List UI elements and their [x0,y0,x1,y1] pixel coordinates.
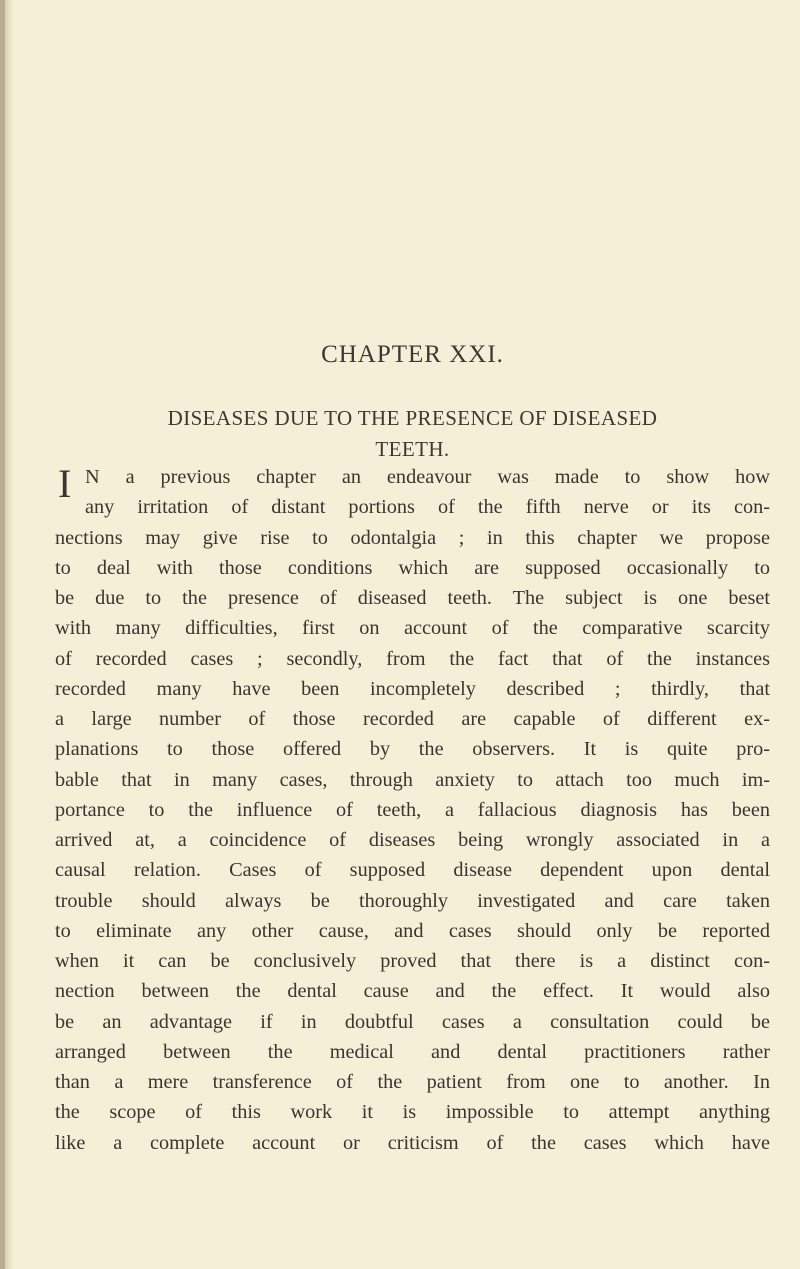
body-line: causal relation. Cases of supposed disease dependent upon dental [55,859,770,882]
body-line: N a previous chapter an endeavour was made to show how [85,466,770,488]
body-line: with many difficulties, first on account of the comparative scarcity [55,617,770,640]
body-line: a large number of those recorded are capable of different ex- [55,708,770,730]
body-line: arrived at, a coincidence of diseases being wrongly associated in a [55,829,770,851]
body-line: the scope of this work it is impossible to attempt anything [55,1101,770,1124]
body-line: trouble should always be thoroughly investigated and care taken [55,889,770,912]
book-page [55,0,770,1269]
body-line: be an advantage if in doubtful cases a consultation could be [55,1010,770,1033]
body-line: when it can be conclusively proved that there is a distinct con- [55,950,770,972]
chapter-body [55,462,770,1158]
body-line: planations to those offered by the observers. It is quite pro- [55,738,770,761]
body-line: bable that in many cases, through anxiety to attach too much im- [55,768,770,791]
body-line: recorded many have been incompletely described ; thirdly, that [55,677,770,700]
body-line: to eliminate any other cause, and cases should only be reported [55,919,770,942]
chapter-title-line-1: DISEASES DUE TO THE PRESENCE OF DISEASED [167,406,658,430]
body-line: to deal with those conditions which are supposed occasionally to [55,556,770,579]
chapter-title [55,403,770,465]
body-line: of recorded cases ; secondly, from the fact that of the instances [55,647,770,670]
body-line: arranged between the medical and dental practitioners rather [55,1040,770,1063]
drop-cap: I [58,461,72,506]
page-gutter-shadow [0,0,5,1269]
body-line: nections may give rise to odontalgia ; in this chapter we propose [55,526,770,549]
body-line: nection between the dental cause and the effect. It would also [55,980,770,1003]
body-line: portance to the influence of teeth, a fallacious diagnosis has been [55,798,770,821]
body-line: be due to the presence of diseased teeth. The subject is one beset [55,587,770,609]
body-line: any irritation of distant portions of the fifth nerve or its con- [85,496,770,519]
body-line: than a mere transference of the patient from one to another. In [55,1071,770,1093]
body-line: like a complete account or criticism of the cases which have [55,1131,770,1154]
chapter-heading: CHAPTER XXI. [321,341,504,368]
chapter-title-line-2: TEETH. [375,437,450,461]
